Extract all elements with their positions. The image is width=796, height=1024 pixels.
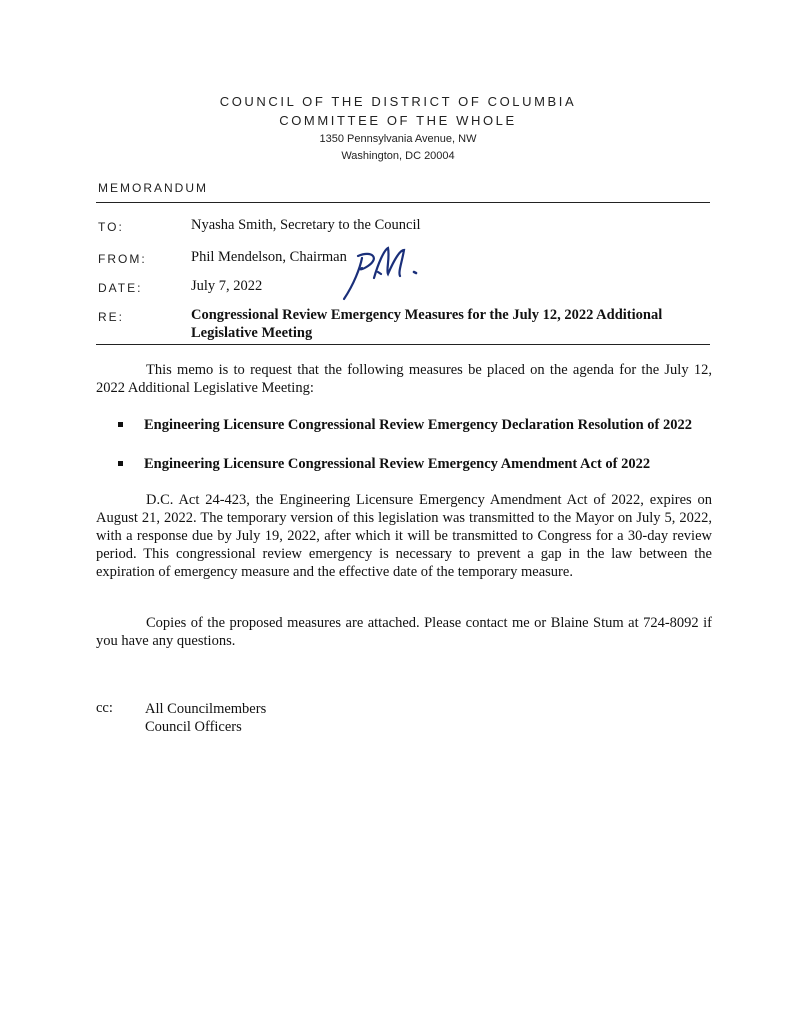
intro-paragraph — [96, 361, 712, 397]
cc-recipient: Council Officers — [145, 719, 242, 735]
from-label: FROM: — [98, 252, 147, 266]
to-label: TO: — [98, 220, 124, 234]
cc-label: cc: — [96, 700, 113, 716]
memo-label: MEMORANDUM — [98, 181, 208, 195]
top-rule — [96, 202, 710, 203]
to-value: Nyasha Smith, Secretary to the Council — [191, 217, 421, 233]
letterhead-subtitle: COMMITTEE OF THE WHOLE — [279, 113, 517, 128]
cc-recipient: All Councilmembers — [145, 701, 267, 717]
letterhead-address-line1: 1350 Pennsylvania Avenue, NW — [319, 133, 477, 145]
signature — [338, 244, 428, 304]
bullet-square-icon — [118, 461, 123, 466]
body-paragraph — [96, 491, 712, 581]
intro-text: This memo is to request that the following measures be placed on the agenda for the July 12, 2022 Additional Legislative Meeting: — [96, 362, 712, 396]
closing-paragraph — [96, 614, 712, 650]
body-text: D.C. Act 24-423, the Engineering Licensure Emergency Amendment Act of 2022, expires on August 21, 2022. The temporary version of this legislation was transmitted to the Mayor on July 5, 2022, with a response due by July 19, 2022, after which it will be transmitted to Congress for a 30-day review period. This congressional review emergency is necessary to prevent a gap in the law between the expiration of emergency measure and the effective date of the temporary measure. — [96, 492, 712, 580]
date-label: DATE: — [98, 281, 143, 295]
measure-text: Engineering Licensure Congressional Review Emergency Declaration Resolution of 2022 — [144, 417, 693, 433]
letterhead-address-line2: Washington, DC 20004 — [341, 150, 455, 162]
bullet-square-icon — [118, 422, 123, 427]
closing-text: Copies of the proposed measures are attached. Please contact me or Blaine Stum at 724-8092 if you have any questions. — [96, 615, 712, 649]
re-label: RE: — [98, 310, 125, 324]
cc-list — [145, 700, 266, 736]
bottom-rule — [96, 344, 710, 345]
re-value: Congressional Review Emergency Measures for the July 12, 2022 Additional Legislative Meeting — [191, 307, 663, 341]
letterhead-title: COUNCIL OF THE DISTRICT OF COLUMBIA — [219, 94, 577, 109]
from-value: Phil Mendelson, Chairman — [191, 249, 347, 265]
date-value: July 7, 2022 — [191, 278, 263, 294]
measure-text: Engineering Licensure Congressional Review Emergency Amendment Act of 2022 — [144, 456, 651, 472]
